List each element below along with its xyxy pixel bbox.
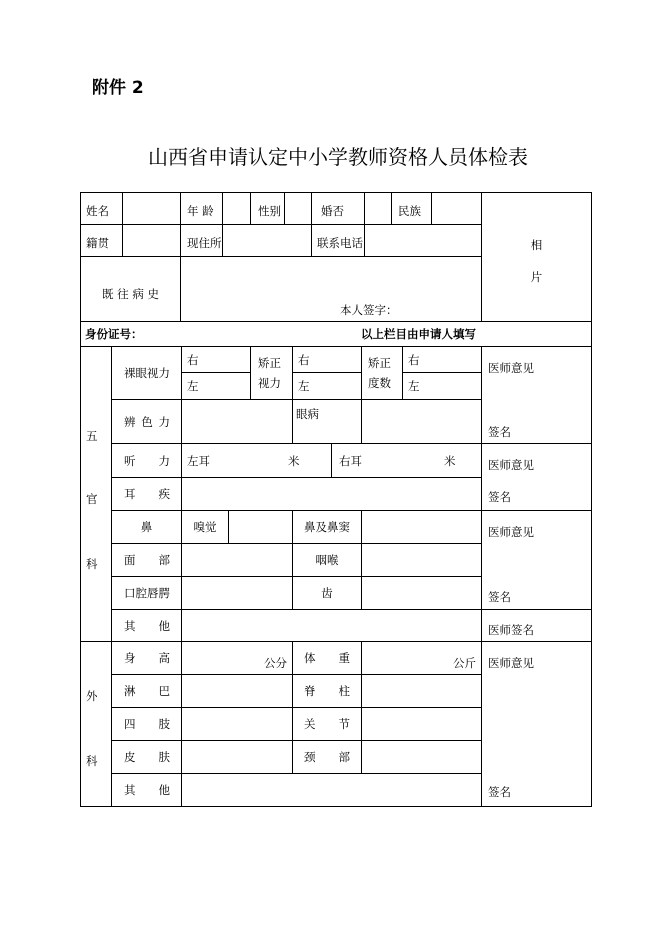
height-label: 身 高	[124, 651, 170, 665]
lymph-label: 淋 巴	[124, 684, 170, 698]
nose-sinus-label: 鼻及鼻窦	[304, 520, 350, 534]
limbs-value-cell	[181, 707, 293, 741]
oral-palate-label: 口腔唇腭	[124, 586, 170, 600]
naked-vision-right-label: 右	[187, 352, 199, 367]
residence-value-cell	[222, 224, 312, 257]
surgery-side-char-2: 科	[86, 754, 98, 768]
ethnicity-label: 民族	[398, 203, 421, 218]
neck-label: 颈 部	[304, 750, 350, 764]
corrected-vision-left-label: 左	[298, 379, 310, 393]
ent-side-char-3: 科	[86, 557, 98, 571]
ent-side-char-1: 五	[86, 429, 98, 443]
nose-doctor-opinion-cell	[481, 510, 592, 610]
ent-doctor-signature-label: 医师签名	[488, 623, 534, 637]
teeth-value-cell	[361, 576, 482, 610]
color-vision-label-cell	[111, 399, 182, 444]
phone-value-cell	[364, 224, 482, 257]
smell-value-cell	[228, 510, 293, 544]
weight-unit: 公斤	[453, 656, 476, 670]
marital-status-label-cell	[311, 192, 365, 225]
throat-value-cell	[361, 543, 482, 577]
surgery-doctor-opinion-label: 医师意见	[488, 656, 534, 670]
ear-disease-label-cell	[111, 477, 182, 511]
joints-value-cell	[361, 707, 482, 741]
photo-cell	[481, 192, 592, 322]
face-label: 面 部	[124, 553, 170, 567]
corrected-degree-right-cell	[402, 346, 482, 373]
ent-other-label-cell	[111, 609, 182, 642]
corrected-vision-label-cell	[250, 346, 293, 400]
face-label-cell	[111, 543, 182, 577]
ear-signature-label: 签名	[488, 490, 511, 504]
surgery-doctor-opinion-cell	[481, 641, 592, 807]
corrected-vision-right-cell	[292, 346, 362, 373]
hearing-label: 听 力	[124, 453, 170, 468]
smell-label-cell	[181, 510, 229, 544]
skin-label-cell	[111, 740, 182, 774]
ent-section-side	[80, 346, 112, 642]
smell-label: 嗅觉	[193, 520, 217, 534]
color-vision-label: 辨 色 力	[124, 414, 170, 429]
gender-label: 性别	[258, 203, 281, 218]
throat-label-cell	[292, 543, 362, 577]
skin-label: 皮 肤	[124, 750, 170, 764]
surgery-other-value-cell	[181, 773, 482, 807]
corrected-vision-label: 矫正视力	[258, 356, 281, 390]
medical-history-label-cell	[80, 256, 181, 322]
native-place-label-cell	[80, 224, 123, 257]
eye-disease-label: 眼病	[296, 407, 319, 421]
ear-disease-label: 耳 疾	[124, 487, 170, 501]
skin-value-cell	[181, 740, 293, 774]
height-value-cell	[181, 641, 293, 675]
ear-doctor-opinion-label: 医师意见	[488, 458, 534, 472]
limbs-label-cell	[111, 707, 182, 741]
corrected-vision-left-cell	[292, 372, 362, 400]
hearing-left-ear-cell	[181, 443, 332, 478]
applicant-fill-note: 以上栏目由申请人填写	[361, 327, 476, 341]
nose-label: 鼻	[140, 520, 153, 534]
left-ear-label: 左耳	[187, 453, 210, 468]
naked-vision-label-cell	[111, 346, 182, 400]
nose-sinus-label-cell	[292, 510, 362, 544]
marital-status-value-cell	[364, 192, 392, 225]
limbs-label: 四 肢	[124, 717, 170, 731]
oral-palate-value-cell	[181, 576, 293, 610]
spine-label: 脊 柱	[304, 684, 350, 698]
teeth-label: 齿	[321, 586, 333, 600]
native-place-label: 籍贯	[86, 235, 109, 250]
naked-vision-right-cell	[181, 346, 251, 373]
corrected-degree-left-cell	[402, 372, 482, 400]
eye-disease-label-cell	[292, 399, 362, 444]
joints-label-cell	[292, 707, 362, 741]
corrected-degree-label: 矫正度数	[368, 356, 391, 390]
throat-label: 咽喉	[315, 553, 339, 567]
weight-label-cell	[292, 641, 362, 675]
surgery-side-char-1: 外	[86, 689, 98, 703]
weight-value-cell	[361, 641, 482, 675]
lymph-value-cell	[181, 674, 293, 708]
ear-doctor-opinion-cell	[481, 443, 592, 511]
face-value-cell	[181, 543, 293, 577]
right-ear-label: 右耳	[339, 453, 362, 468]
spine-label-cell	[292, 674, 362, 708]
id-number-label: 身份证号：	[85, 327, 143, 341]
corrected-vision-right-label: 右	[298, 352, 310, 367]
age-label-cell	[180, 192, 223, 225]
surgery-other-label: 其 他	[124, 783, 170, 797]
ent-other-value-cell	[181, 609, 482, 642]
name-label: 姓名	[86, 203, 109, 218]
native-place-value-cell	[122, 224, 181, 257]
joints-label: 关 节	[304, 717, 350, 731]
form-title: 山西省申请认定中小学教师资格人员体检表	[148, 145, 528, 169]
phone-label-cell	[311, 224, 365, 257]
residence-label-cell	[180, 224, 223, 257]
spine-value-cell	[361, 674, 482, 708]
nose-sinus-value-cell	[361, 510, 482, 544]
eye-signature-label: 签名	[488, 425, 511, 439]
lymph-label-cell	[111, 674, 182, 708]
self-signature-label: 本人签字：	[340, 303, 398, 317]
residence-label: 现住所	[187, 235, 222, 250]
nose-doctor-opinion-label: 医师意见	[488, 525, 534, 539]
color-vision-value-cell	[181, 399, 293, 444]
photo-label-bottom: 片	[530, 270, 543, 284]
height-unit: 公分	[264, 656, 287, 670]
ethnicity-label-cell	[391, 192, 432, 225]
ethnicity-value-cell	[431, 192, 482, 225]
marital-status-label: 婚否	[321, 203, 344, 218]
age-value-cell	[222, 192, 251, 225]
hearing-label-cell	[111, 443, 182, 478]
naked-vision-left-label: 左	[187, 379, 199, 393]
height-label-cell	[111, 641, 182, 675]
name-value-cell	[122, 192, 181, 225]
eye-disease-value-cell	[361, 399, 482, 444]
ent-doctor-signature-cell	[481, 609, 592, 642]
phone-label: 联系电话	[317, 235, 363, 250]
ear-disease-value-cell	[181, 477, 482, 511]
name-label-cell	[80, 192, 123, 225]
right-ear-unit: 米	[444, 454, 456, 468]
gender-label-cell	[250, 192, 285, 225]
gender-value-cell	[284, 192, 312, 225]
medical-history-value-cell	[180, 256, 482, 322]
eye-doctor-opinion-label: 医师意见	[488, 361, 534, 375]
corrected-degree-left-label: 左	[408, 379, 420, 393]
hearing-right-ear-cell	[331, 443, 482, 478]
surgery-signature-label: 签名	[488, 785, 511, 799]
surgery-section-side	[80, 641, 112, 807]
naked-vision-label: 裸眼视力	[124, 366, 170, 380]
medical-history-label: 既 往 病 史	[102, 287, 159, 301]
nose-signature-label: 签名	[488, 590, 511, 604]
age-label: 年 龄	[187, 203, 214, 218]
teeth-label-cell	[292, 576, 362, 610]
photo-label-top: 相	[530, 238, 543, 252]
surgery-other-label-cell	[111, 773, 182, 807]
neck-label-cell	[292, 740, 362, 774]
attachment-label: 附件 2	[92, 78, 144, 98]
eye-doctor-opinion-cell	[481, 346, 592, 444]
ent-side-char-2: 官	[86, 492, 98, 506]
weight-label: 体 重	[304, 651, 350, 665]
left-ear-unit: 米	[288, 454, 300, 468]
id-number-row	[80, 321, 592, 347]
naked-vision-left-cell	[181, 372, 251, 400]
corrected-degree-right-label: 右	[408, 352, 420, 367]
nose-label-cell	[111, 510, 182, 544]
neck-value-cell	[361, 740, 482, 774]
oral-palate-label-cell	[111, 576, 182, 610]
ent-other-label: 其 他	[124, 618, 170, 633]
corrected-degree-label-cell	[361, 346, 403, 400]
